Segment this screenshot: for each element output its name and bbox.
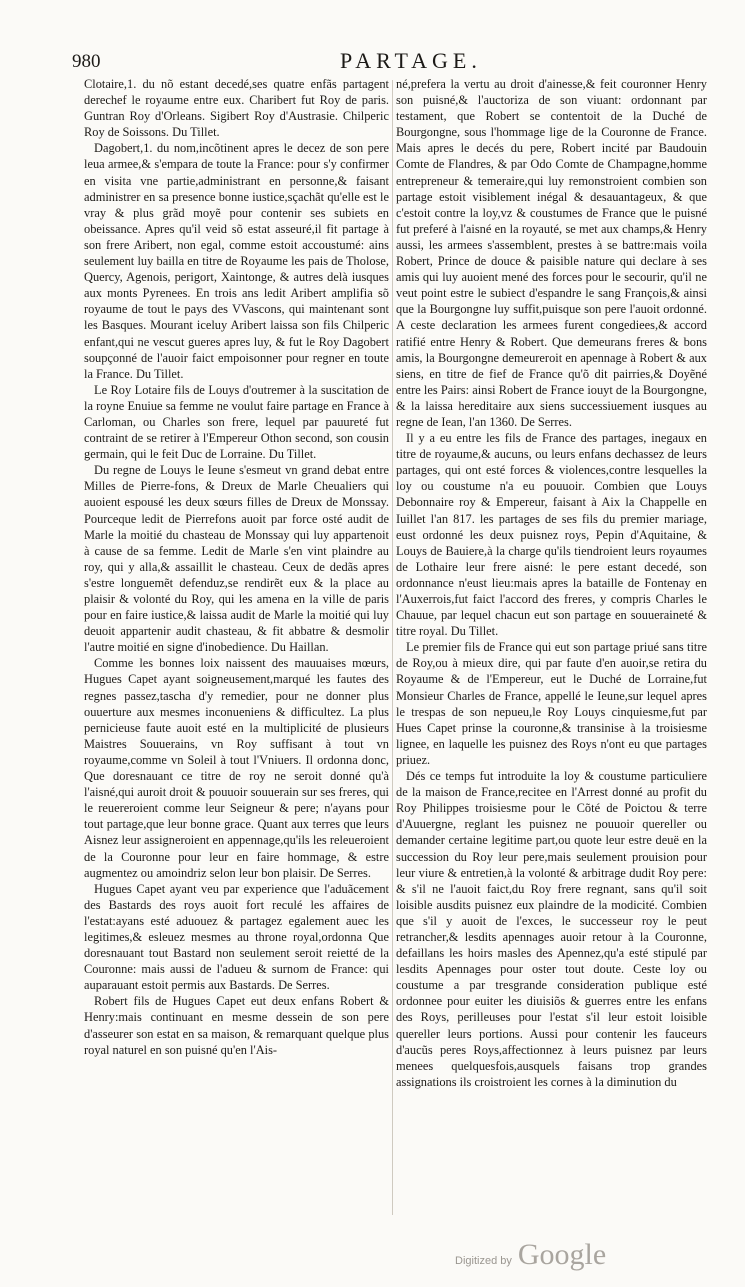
digitized-watermark (455, 1238, 606, 1272)
column-divider (392, 80, 393, 1215)
paragraph: Il y a eu entre les fils de France des partages, inegaux en titre de royaume,& aucuns, ou leurs enfans dechassez de leurs partages, qui ont esté forces & violences,contre lesquelles la loy ou coustume n'a eu pouuoir. Combien que Louys Debonnaire roy & Empereur, faisant à Aix la Chappelle en Iuillet l'an 817. les partages de ses fils du premier mariage, eust ordonné les deux puisnez roys, Pepin d'Aquitaine, & Louys de Bauiere,à la charge qu'ils tiendroient leurs royaumes de Lothaire leur frere aisné: le pere estant decedé, son ordonnance n'eust lieu:mais apres la bataille de Fontenay en l'Auxerrois,fut faict l'accord des freres, y compris Charles le Chauue, par lequel chacun eut son partage en souueraineté & titre royal. Du Tillet. (396, 431, 707, 639)
running-title: PARTAGE. (340, 48, 482, 73)
paragraph: né,prefera la vertu au droit d'ainesse,& feit couronner Henry son puisné,& l'auctoriza de son viuant: ordonnant par testament, que Robert se contentoit de la Duché de Bourgongne, sous l'hommage lige de la Couronne de France. Mais apres le decés du pere, Robert incité par Baudouin Comte de Flandres, & par Odo Comte de Champagne,homme entrepreneur & temeraire,qui luy remonstroient combien son partage estoit visiblement inégal & desauantageux, & que c'estoit contre la loy,vz & coustumes de France que le puisné fut preferé à l'aisné en la royauté, se met aux champs,& Henry aussi, les armees s'assemblent, prestes à se battre:mais voila Robert, Prince de douce & paisible nature qui declare à ses amis qui luy auoient mené des forces pour le secourir, qu'il ne veut point estre le subiect d'espandre le sang François,& ainsi que la Bourgongne luy suffit,puisque son pere l'auoit ordonné. A ceste declaration les armees furent congediees,& accord ratifié entre Henry & Robert. Que demeurans freres & bons amis, la Bourgongne demeureroit en apennage à Robert & aux siens, en titre de fief de France qu'õ dit pairries,& Doyẽné entre les Pairs: ainsi Robert de France iouyt de la Bourgongne, & la laissa hereditaire aux siens successiuement iusques au regne de Iean, l'an 1360. De Serres. (396, 77, 707, 429)
paragraph: Le Roy Lotaire fils de Louys d'outremer à la suscitation de la royne Enuiue sa femme ne voulut faire partage en France à Carloman, ou Charles son frere, lequel par pauureté fut contraint de se retirer à l'Empereur Othon second, son cousin germain, qui le feit Duc de Lorraine. Du Tillet. (84, 382, 389, 462)
paragraph: Dés ce temps fut introduite la loy & coustume particuliere de la maison de France,recitee en l'Arrest donné au profit du Roy Philippes troisiesme pour le Cõté de Poictou & terre d'Auuergne, reglant les puisnez ne pouuoir quereller ou demander certaine legitime part,ou quote leur estre deuë en la succession du Roy leur pere,mais seulement prouision pour leur viure & entretien,à la volonté & arbitrage dudit Roy pere: & s'il ne l'auoit faict,du Roy frere regnant, sans qu'il soit loisible ausdits puisnez eux plaindre de la modicité. Combien que s'il y auoit de l'exces, le successeur roy le peut retrancher,& lesdits apennages auoir retour à la Couronne, defaillans les hoirs masles des Apennez,qu'a esté stipulé par lesdits Apennages pour oster tout doute. Ceste loy ou coustume a par tresgrande consideration publique esté ordonnee pour euiter les diuisiõs & guerres entre les enfans des Roys, perilleuses pour l'estat s'il leur estoit loisible quereller leurs portions. Aussi pour contenir les fauceurs d'aucũs peres Roys,affectionnez à leurs puisnez par leurs menees quelquesfois,ausquels faisans trop grandes assignations ils croistroient les cornes à la diminution du (396, 769, 707, 1089)
paragraph: Hugues Capet ayant veu par experience que l'aduãcement des Bastards des roys auoit fort reculé les affaires de l'estat:ayans esté aduouez & partagez egalement auec les legitimes,& esleuez mesmes au throne royal,ordonna Que doresnauant tout Bastard non seulement seroit reietté de la Couronne: mais aussi de l'adueu & surnom de France: qui auparauant estoit permis aux Bastards. De Serres. (84, 881, 389, 993)
paragraph: Comme les bonnes loix naissent des mauuaises mœurs, Hugues Capet ayant soigneusement,marqué les fautes des regnes passez,tascha d'y remedier, pour ne donner plus ouuerture aux mesmes inconueniens & difficultez. La plus pernicieuse faute auoit esté en la multiplicité de plusieurs Maistres Souuerains, vn Roy suffisant à tout vn royaume,comme vn Soleil à tout l'Vniuers. Il ordonna donc, Que doresnauant ce titre de roy ne seroit donné qu'à l'aisné,qui auroit droit & pouuoir souuerain sur ses freres, qui le reuereroient comme leur Seigneur & pere; n'ayans pour tout partage,que leur bonne grace. Quant aux terres que leurs Aisnez leur assigneroient en appennage,qu'ils les releueroient de la Couronne pour leur en faire hommage, & estre augmentez ou amoindriz selon leur bon plaisir. De Serres. (84, 656, 389, 880)
page-number: 980 (72, 51, 101, 72)
paragraph: Dagobert,1. du nom,incõtinent apres le decez de son pere leua armee,& s'empara de toute la France: pour s'y confirmer en visita vne partie,administrant en personne,& faisant administrer en sa presence bonne iustice,sçachãt qu'elle est le vray & plus grãd moyẽ pour contenir ses subiets en obeissance. Apres qu'il veid sõ estat asseuré,il fit partage à son frere Aribert, non egal, comme estoit accoustumé: ains seulement luy bailla en titre de Royaume les pais de Tholose, Quercy, Agenois, perigort, Xaintonge, & autres delà iusques aux monts Pyrenees. En trois ans ledit Aribert amplifia sõ royaume de tout le pays des VVascons, qui maintenant sont les Basques. Mourant iceluy Aribert laissa son fils Chilperic enfant,qui ne vescut gueres apres luy, & fut le Roy Dagobert soupçonné de l'auoir faict empoisonner pour regner en toute la France. Du Tillet. (84, 141, 389, 381)
right-column (396, 76, 707, 1090)
paragraph: Du regne de Louys le Ieune s'esmeut vn grand debat entre Milles de Pierre-fons, & Dreux de Marle Cheualiers qui auoient espousé les deux sœurs filles de Dreux de Monssay. Pourceque ledit de Pierrefons auoit par force osté audit de Marle la moitié du chasteau de Monssay qui luy appartenoit à cause de sa femme. Ledit de Marle s'en vint plaindre au roy, qui y alla,& assaillit le chasteau. Ceux de dedãs apres s'estre longuemẽt defenduz,se rendirẽt eux & la place au plaisir & volonté du Roy, qui les amena en la ville de paris pour en faire iustice,& laissa audit de Marle la moitié qui luy deuoit appartenir audit chasteau, & fit abbatre & desmolir l'autre moitié en signe d'inobedience. Du Haillan. (84, 463, 389, 655)
watermark-prefix: Digitized by (455, 1255, 512, 1267)
paragraph: Robert fils de Hugues Capet eut deux enfans Robert & Henry:mais continuant en mesme dessein de son pere d'asseurer son estat en sa maison, & remarquant quelque plus royal naturel en son puisné qu'en l'Ais- (84, 994, 389, 1057)
paragraph: Clotaire,1. du nõ estant decedé,ses quatre enfãs partagent derechef le royaume entre eux. Charibert fut Roy de paris. Guntran Roy d'Orleans. Sigibert Roy d'Austrasie. Chilperic Roy de Soissons. Du Tillet. (84, 77, 389, 140)
google-logo: Google (517, 1238, 607, 1271)
left-column (84, 76, 389, 1058)
paragraph: Le premier fils de France qui eut son partage priué sans titre de Roy,ou à mieux dire, qui par faute d'en auoir,se retira du Royaume & de l'Empereur, eut le Duché de Lorraine,fut Monsieur Charles de France, appellé le Ieune,sur lequel apres le trespas de son nepueu,le Roy Louys cinquiesme,fut par Hues Capet prinse la couronne,& transinise à la troisiesme lignee, en laquelle les puisnez des Roys n'ont eu que partages priuez. (396, 640, 707, 767)
